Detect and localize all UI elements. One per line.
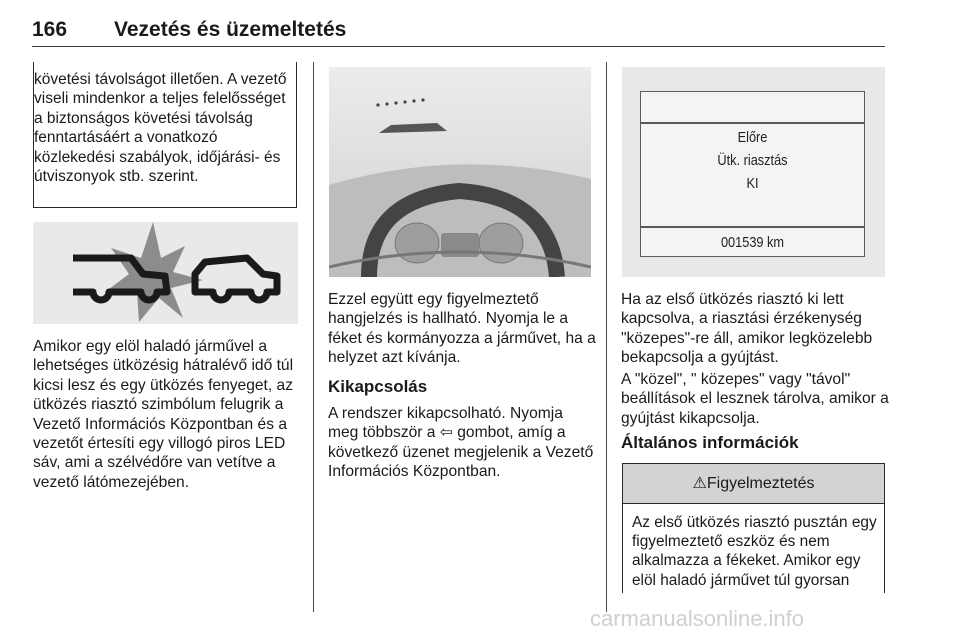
collision-warning-illustration — [33, 222, 298, 324]
warning-title-row — [623, 473, 884, 493]
vehicle-distance-button-icon: ⇦ — [439, 424, 453, 442]
dic-display — [622, 67, 885, 277]
page-number: 166 — [32, 18, 68, 41]
display-bottom-rule — [641, 226, 864, 228]
column-divider-2 — [606, 62, 607, 612]
display-screen — [640, 91, 865, 257]
column1-paragraph: Amikor egy elöl haladó járművel a lehetséges ütközésig hátralévő idő túl kicsi lesz és egy ütközés fenyeget, az ütközés riasztó szimbólum felugrik a Vezető Információs Központban és a vezetőt értesíti egy villogó piros LED sáv, ami a szélvédőre van vetítve a vezető látómezejében. — [33, 338, 294, 491]
display-line1: Előre — [737, 129, 768, 146]
display-line2: Ütk. riasztás — [717, 152, 788, 169]
column-divider-1 — [313, 62, 314, 612]
display-line3: KI — [746, 175, 759, 192]
column3-paragraph1: Ha az első ütközés riasztó ki lett kapcsolva, a riasztási érzékenység "közepes"-re áll, amikor legközelebb bekapcsolja a gyújtást. — [621, 291, 873, 367]
warning-header — [623, 464, 884, 504]
column2-paragraph2 — [328, 404, 596, 482]
display-top-rule — [641, 122, 864, 124]
section-heading-altalanos: Általános információk — [621, 433, 799, 452]
warning-title: Figyelmeztetés — [706, 475, 815, 492]
dashboard-photo — [329, 67, 591, 277]
watermark: carmanualsonline.info — [590, 606, 805, 631]
note-text: követési távolságot illetően. A vezető viseli mindenkor a teljes felelősséget a biztonságos követési távolság fenntartásáért a vonatkozó közlekedési szabályok, időjárási- és útviszonyok stb. szerint. — [34, 71, 287, 186]
chapter-title: Vezetés és üzemeltetés — [114, 18, 347, 41]
column2-paragraph1: Ezzel együtt egy figyelmeztető hangjelzés is hallható. Nyomja le a féket és kormányozza a járművet, ha a helyzet azt kívánja. — [328, 291, 596, 367]
collision-warning-icon — [33, 222, 298, 324]
column3-paragraph2: A "közel", " közepes" vagy "távol" beállítások el lesznek tárolva, amikor a gyújtást kikapcsolja. — [621, 371, 889, 427]
head-up-led-photo — [329, 67, 591, 277]
note-box — [33, 62, 297, 208]
warning-triangle-icon: ⚠ — [692, 475, 707, 492]
warning-text: Az első ütközés riasztó pusztán egy figyelmeztető eszköz és nem alkalmazza a fékeket. Amikor egy elöl haladó járművet túl gyorsan — [632, 514, 877, 589]
warning-box — [622, 463, 885, 593]
header-rule — [32, 46, 885, 47]
section-heading-kikapcsolas: Kikapcsolás — [328, 377, 428, 396]
column2-paragraph2-part1: A rendszer kikapcsolható. Nyomja meg többször a — [328, 405, 563, 442]
display-odometer: 001539 km — [720, 234, 785, 251]
column2-paragraph2-part2: gombot, amíg a következő üzenet megjelenik a Vezető Információs Központban. — [328, 424, 594, 481]
